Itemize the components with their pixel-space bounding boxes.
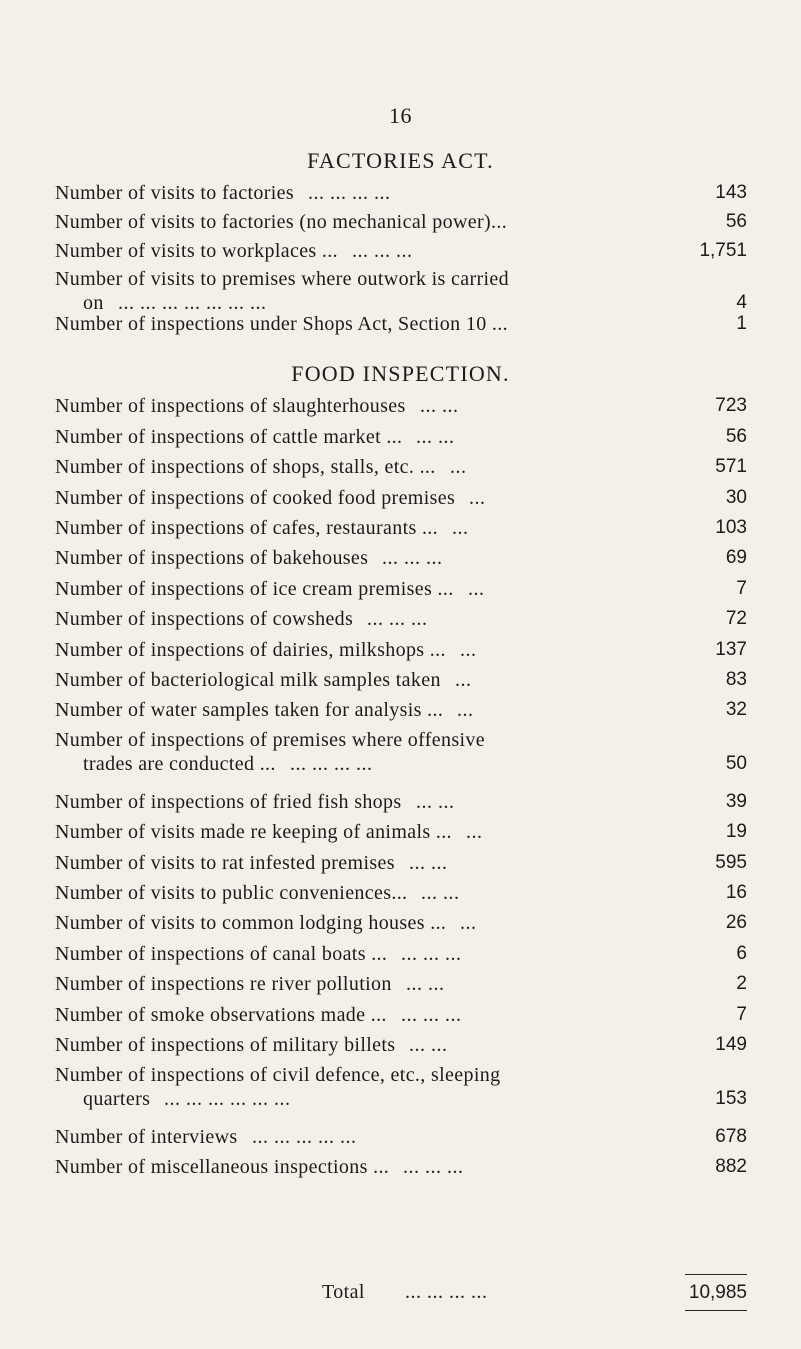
row-leader-dots: ... ... ... ... ... ... ... <box>118 292 267 314</box>
row-value: 19 <box>725 821 747 842</box>
row-leader-dots: ... ... <box>409 1034 448 1056</box>
row-value: 32 <box>725 699 747 720</box>
row-value: 1,751 <box>699 240 747 261</box>
row-label: Number of interviews <box>55 1126 238 1148</box>
row-value: 39 <box>725 791 747 812</box>
row-value: 7 <box>736 578 747 599</box>
row-label: Number of inspections under Shops Act, Section 10 ... <box>55 313 508 335</box>
row-value: 16 <box>725 882 747 903</box>
row-value: 153 <box>715 1088 747 1109</box>
row-leader-dots: ... <box>460 639 477 661</box>
total-value: 10,985 <box>688 1282 747 1303</box>
row-leader-dots: ... ... ... ... ... ... <box>164 1088 291 1110</box>
row-value: 83 <box>725 669 747 690</box>
row-value: 103 <box>715 517 747 538</box>
row-label-continued: quarters <box>83 1088 151 1110</box>
row-leader-dots: ... ... ... ... ... <box>252 1126 357 1148</box>
row-label: Number of inspections of cattle market ... <box>55 426 403 448</box>
row-value: 723 <box>715 395 747 416</box>
row-label: Number of inspections of cafes, restaurants ... <box>55 517 439 539</box>
row-leader-dots: ... <box>452 517 469 539</box>
total-dots: ... ... ... ... <box>405 1281 488 1303</box>
row-label: Number of visits to factories <box>55 182 294 204</box>
row-value: 26 <box>725 912 747 933</box>
row-label: Number of visits to common lodging houses ... <box>55 912 447 934</box>
row-value: 678 <box>715 1126 747 1147</box>
row-leader-dots: ... ... <box>409 852 448 874</box>
row-label: Number of smoke observations made ... <box>55 1004 387 1026</box>
row-leader-dots: ... ... ... ... <box>290 753 373 775</box>
row-value: 72 <box>725 608 747 629</box>
row-leader-dots: ... ... <box>416 791 455 813</box>
row-value: 6 <box>736 943 747 964</box>
row-leader-dots: ... ... ... <box>401 1004 462 1026</box>
row-label: Number of visits to factories (no mechanical power)... <box>55 211 508 233</box>
row-value: 50 <box>725 753 747 774</box>
row-leader-dots: ... ... <box>421 882 460 904</box>
row-leader-dots: ... <box>468 578 485 600</box>
row-label: Number of inspections of cowsheds <box>55 608 354 630</box>
row-value: 2 <box>736 973 747 994</box>
row-value: 56 <box>725 211 747 232</box>
row-leader-dots: ... ... ... <box>403 1156 464 1178</box>
row-label: Number of inspections of military billets <box>55 1034 396 1056</box>
row-value: 1 <box>736 313 747 334</box>
row-label: Number of visits to rat infested premises <box>55 852 395 874</box>
row-leader-dots: ... ... ... ... <box>308 182 391 204</box>
row-leader-dots: ... <box>469 487 486 509</box>
row-value: 69 <box>725 547 747 568</box>
total-rule-top <box>685 1274 747 1275</box>
factories-act-heading: FACTORIES ACT. <box>307 148 494 173</box>
row-label: Number of visits made re keeping of animals ... <box>55 821 452 843</box>
row-label: Number of visits to public conveniences... <box>55 882 408 904</box>
row-leader-dots: ... <box>457 699 474 721</box>
row-label: Number of inspections of dairies, milkshops ... <box>55 639 446 661</box>
row-value: 30 <box>725 487 747 508</box>
row-leader-dots: ... ... ... <box>401 943 462 965</box>
row-label: Number of visits to premises where outwork is carried <box>55 268 509 290</box>
row-value: 595 <box>715 852 747 873</box>
row-leader-dots: ... <box>460 912 477 934</box>
row-label: Number of inspections of bakehouses <box>55 547 369 569</box>
row-value: 882 <box>715 1156 747 1177</box>
food-inspection-heading: FOOD INSPECTION. <box>291 361 510 386</box>
total-label: Total <box>322 1281 365 1303</box>
row-label: Number of inspections of civil defence, etc., sleeping <box>55 1064 501 1086</box>
row-value: 143 <box>715 182 747 203</box>
row-value: 4 <box>736 292 747 313</box>
row-leader-dots: ... ... <box>406 973 445 995</box>
row-value: 56 <box>725 426 747 447</box>
row-leader-dots: ... ... ... <box>382 547 443 569</box>
row-leader-dots: ... ... <box>416 426 455 448</box>
row-leader-dots: ... <box>466 821 483 843</box>
row-label: Number of inspections of premises where offensive <box>55 729 486 751</box>
row-leader-dots: ... <box>455 669 472 691</box>
row-label: Number of miscellaneous inspections ... <box>55 1156 390 1178</box>
row-label: Number of inspections of ice cream premises ... <box>55 578 454 600</box>
row-label: Number of inspections of slaughterhouses <box>55 395 406 417</box>
row-label: Number of inspections of canal boats ... <box>55 943 388 965</box>
row-leader-dots: ... ... ... <box>352 240 413 262</box>
row-leader-dots: ... ... ... <box>367 608 428 630</box>
row-label: Number of visits to workplaces ... <box>55 240 338 262</box>
row-value: 7 <box>736 1004 747 1025</box>
row-label: Number of water samples taken for analysis ... <box>55 699 444 721</box>
row-label: Number of bacteriological milk samples taken <box>55 669 441 691</box>
row-label-continued: trades are conducted ... <box>83 753 276 775</box>
row-leader-dots: ... <box>450 456 467 478</box>
page-number: 16 <box>389 103 412 128</box>
row-value: 149 <box>715 1034 747 1055</box>
row-label: Number of inspections of cooked food premises <box>55 487 456 509</box>
total-rule-bottom <box>685 1310 747 1311</box>
row-label: Number of inspections re river pollution <box>55 973 392 995</box>
row-value: 137 <box>715 639 747 660</box>
row-label: Number of inspections of fried fish shops <box>55 791 402 813</box>
row-value: 571 <box>715 456 747 477</box>
row-leader-dots: ... ... <box>420 395 459 417</box>
row-label: Number of inspections of shops, stalls, etc. ... <box>55 456 436 478</box>
row-label-continued: on <box>83 292 104 314</box>
